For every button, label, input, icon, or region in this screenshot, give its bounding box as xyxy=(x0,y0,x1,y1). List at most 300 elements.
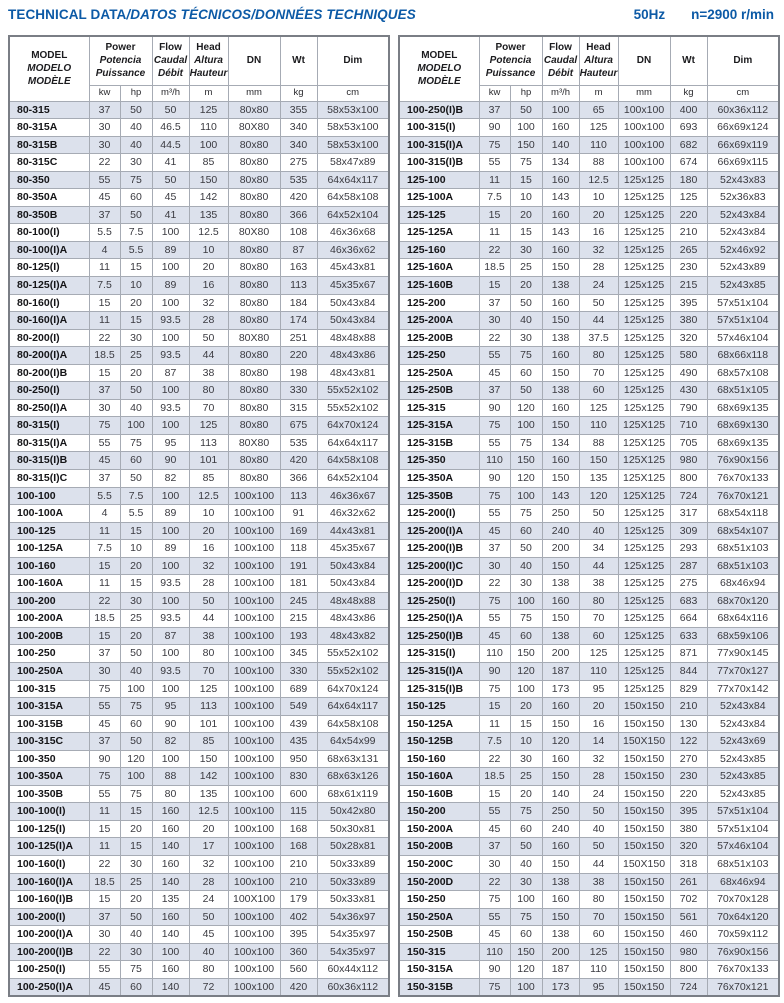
value-cell: 75 xyxy=(510,154,542,172)
value-cell: 150 xyxy=(542,856,579,874)
value-cell: 46x36x68 xyxy=(317,224,389,242)
value-cell: 95 xyxy=(152,698,189,716)
model-cell: 100-250A xyxy=(9,663,89,681)
value-cell: 215 xyxy=(670,276,707,294)
table-row xyxy=(9,452,389,470)
value-cell: 68x69x135 xyxy=(707,399,779,417)
value-cell: 58x53x100 xyxy=(317,119,389,137)
model-cell: 80-315(I)C xyxy=(9,469,89,487)
value-cell: 46x36x67 xyxy=(317,487,389,505)
value-cell: 90 xyxy=(479,961,510,979)
table-row xyxy=(399,206,779,224)
table-row xyxy=(9,680,389,698)
model-cell: 100-100A xyxy=(9,505,89,523)
value-cell: 44.5 xyxy=(152,136,189,154)
value-cell: 140 xyxy=(152,873,189,891)
table-row xyxy=(9,873,389,891)
table-row xyxy=(399,171,779,189)
model-cell: 150-160B xyxy=(399,785,479,803)
value-cell: 22 xyxy=(479,873,510,891)
value-cell: 22 xyxy=(89,154,120,172)
value-cell: 15 xyxy=(89,294,120,312)
model-cell: 150-160 xyxy=(399,750,479,768)
value-cell: 75 xyxy=(89,680,120,698)
value-cell: 125x125 xyxy=(618,627,670,645)
table-row xyxy=(9,820,389,838)
value-cell: 15 xyxy=(89,627,120,645)
value-cell: 68x66x118 xyxy=(707,347,779,365)
value-cell: 125x125 xyxy=(618,610,670,628)
value-cell: 32 xyxy=(579,241,618,259)
model-cell: 80-315(I)B xyxy=(9,452,89,470)
value-cell: 215 xyxy=(280,610,317,628)
model-cell: 80-350B xyxy=(9,206,89,224)
value-cell: 77x70x142 xyxy=(707,680,779,698)
value-cell: 439 xyxy=(280,715,317,733)
value-cell: 110 xyxy=(579,136,618,154)
table-row xyxy=(9,487,389,505)
model-cell: 100-125 xyxy=(9,522,89,540)
model-cell: 80-250(I)A xyxy=(9,399,89,417)
table-row xyxy=(9,575,389,593)
value-cell: 360 xyxy=(280,943,317,961)
value-cell: 93.5 xyxy=(152,610,189,628)
value-cell: 250 xyxy=(542,803,579,821)
table-row xyxy=(399,961,779,979)
value-cell: 100x100 xyxy=(228,908,280,926)
value-cell: 20 xyxy=(189,259,228,277)
value-cell: 150X150 xyxy=(618,733,670,751)
value-cell: 24 xyxy=(579,276,618,294)
value-cell: 125x125 xyxy=(618,399,670,417)
value-cell: 68x54x107 xyxy=(707,522,779,540)
value-cell: 11 xyxy=(89,575,120,593)
value-cell: 689 xyxy=(280,680,317,698)
value-cell: 75 xyxy=(120,961,152,979)
value-cell: 44 xyxy=(579,856,618,874)
value-cell: 22 xyxy=(89,592,120,610)
table-row xyxy=(9,943,389,961)
value-cell: 682 xyxy=(670,136,707,154)
value-cell: 113 xyxy=(189,434,228,452)
value-cell: 30 xyxy=(120,592,152,610)
model-cell: 125-200(I)D xyxy=(399,575,479,593)
value-cell: 37 xyxy=(89,645,120,663)
value-cell: 125x125 xyxy=(618,382,670,400)
value-cell: 52x43x84 xyxy=(707,698,779,716)
table-row xyxy=(399,540,779,558)
value-cell: 193 xyxy=(280,627,317,645)
value-cell: 125x125 xyxy=(618,224,670,242)
model-cell: 80-160(I) xyxy=(9,294,89,312)
value-cell: 48x43x86 xyxy=(317,610,389,628)
value-cell: 22 xyxy=(89,943,120,961)
value-cell: 20 xyxy=(120,820,152,838)
value-cell: 95 xyxy=(579,680,618,698)
value-cell: 25 xyxy=(510,768,542,786)
value-cell: 134 xyxy=(542,154,579,172)
value-cell: 366 xyxy=(280,469,317,487)
value-cell: 10 xyxy=(510,189,542,207)
value-cell: 150 xyxy=(510,645,542,663)
model-cell: 100-160A xyxy=(9,575,89,593)
value-cell: 5.5 xyxy=(120,505,152,523)
value-cell: 250 xyxy=(542,505,579,523)
value-cell: 80 xyxy=(189,645,228,663)
value-cell: 89 xyxy=(152,276,189,294)
value-cell: 125X125 xyxy=(618,487,670,505)
value-cell: 11 xyxy=(89,838,120,856)
value-cell: 30 xyxy=(120,856,152,874)
value-cell: 844 xyxy=(670,663,707,681)
table-row xyxy=(9,505,389,523)
value-cell: 60 xyxy=(579,627,618,645)
value-cell: 60 xyxy=(120,452,152,470)
table-row xyxy=(399,680,779,698)
value-cell: 90 xyxy=(89,750,120,768)
value-cell: 14 xyxy=(579,733,618,751)
value-cell: 55 xyxy=(479,803,510,821)
value-cell: 40 xyxy=(120,926,152,944)
model-cell: 125-125A xyxy=(399,224,479,242)
model-cell: 125-160B xyxy=(399,276,479,294)
value-cell: 150x150 xyxy=(618,803,670,821)
value-cell: 270 xyxy=(670,750,707,768)
value-cell: 100 xyxy=(152,417,189,435)
value-cell: 220 xyxy=(670,206,707,224)
table-row xyxy=(399,627,779,645)
value-cell: 120 xyxy=(510,663,542,681)
value-cell: 50 xyxy=(189,592,228,610)
value-cell: 100x100 xyxy=(228,785,280,803)
value-cell: 70 xyxy=(579,364,618,382)
value-cell: 150x150 xyxy=(618,873,670,891)
value-cell: 50x43x84 xyxy=(317,557,389,575)
table-row xyxy=(399,838,779,856)
value-cell: 40 xyxy=(120,663,152,681)
model-cell: 125-315A xyxy=(399,417,479,435)
value-cell: 150 xyxy=(542,908,579,926)
value-cell: 30 xyxy=(510,873,542,891)
value-cell: 11 xyxy=(479,171,510,189)
value-cell: 55x52x102 xyxy=(317,382,389,400)
model-cell: 100-160(I)B xyxy=(9,891,89,909)
value-cell: 160 xyxy=(542,838,579,856)
value-cell: 32 xyxy=(189,294,228,312)
table-row xyxy=(399,663,779,681)
value-cell: 88 xyxy=(152,768,189,786)
value-cell: 150 xyxy=(189,171,228,189)
table-row xyxy=(9,294,389,312)
value-cell: 4 xyxy=(89,505,120,523)
value-cell: 430 xyxy=(670,382,707,400)
value-cell: 55 xyxy=(479,154,510,172)
value-cell: 181 xyxy=(280,575,317,593)
model-cell: 100-160 xyxy=(9,557,89,575)
value-cell: 50 xyxy=(120,469,152,487)
value-cell: 15 xyxy=(120,803,152,821)
table-row xyxy=(9,645,389,663)
value-cell: 20 xyxy=(189,522,228,540)
left-data-table xyxy=(8,35,390,997)
value-cell: 91 xyxy=(280,505,317,523)
model-cell: 100-160(I) xyxy=(9,856,89,874)
value-cell: 110 xyxy=(479,943,510,961)
value-cell: 90 xyxy=(479,119,510,137)
value-cell: 24 xyxy=(579,785,618,803)
value-cell: 980 xyxy=(670,943,707,961)
value-cell: 80x80 xyxy=(228,452,280,470)
value-cell: 89 xyxy=(152,540,189,558)
table-row xyxy=(9,276,389,294)
value-cell: 100 xyxy=(152,382,189,400)
value-cell: 366 xyxy=(280,206,317,224)
value-cell: 113 xyxy=(189,698,228,716)
value-cell: 30 xyxy=(479,312,510,330)
value-cell: 68x51x103 xyxy=(707,557,779,575)
value-cell: 95 xyxy=(579,978,618,996)
value-cell: 52x43x85 xyxy=(707,785,779,803)
table-row xyxy=(399,294,779,312)
value-cell: 113 xyxy=(280,276,317,294)
value-cell: 125X125 xyxy=(618,469,670,487)
value-cell: 70 xyxy=(579,908,618,926)
table-row xyxy=(399,224,779,242)
unit-head: m xyxy=(189,85,228,101)
value-cell: 125x125 xyxy=(618,645,670,663)
value-cell: 251 xyxy=(280,329,317,347)
value-cell: 829 xyxy=(670,680,707,698)
value-cell: 90 xyxy=(479,399,510,417)
table-row xyxy=(9,259,389,277)
value-cell: 52x46x92 xyxy=(707,241,779,259)
value-cell: 75 xyxy=(510,803,542,821)
model-cell: 80-100(I)A xyxy=(9,241,89,259)
value-cell: 64x54x99 xyxy=(317,733,389,751)
value-cell: 150 xyxy=(542,768,579,786)
value-cell: 142 xyxy=(189,189,228,207)
value-cell: 50 xyxy=(120,908,152,926)
value-cell: 100x100 xyxy=(228,768,280,786)
value-cell: 37 xyxy=(479,838,510,856)
value-cell: 80 xyxy=(579,347,618,365)
value-cell: 125x125 xyxy=(618,522,670,540)
value-cell: 317 xyxy=(670,505,707,523)
table-row xyxy=(399,820,779,838)
value-cell: 45x43x81 xyxy=(317,259,389,277)
value-cell: 163 xyxy=(280,259,317,277)
value-cell: 89 xyxy=(152,505,189,523)
table-row xyxy=(399,698,779,716)
model-cell: 125-100 xyxy=(399,171,479,189)
value-cell: 320 xyxy=(670,329,707,347)
value-cell: 120 xyxy=(510,399,542,417)
table-row xyxy=(399,557,779,575)
value-cell: 125X125 xyxy=(618,452,670,470)
value-cell: 135 xyxy=(189,785,228,803)
value-cell: 68x64x116 xyxy=(707,610,779,628)
value-cell: 15 xyxy=(120,312,152,330)
value-cell: 75 xyxy=(479,680,510,698)
value-cell: 435 xyxy=(280,733,317,751)
table-row xyxy=(399,189,779,207)
table-row xyxy=(9,522,389,540)
value-cell: 50x30x81 xyxy=(317,820,389,838)
value-cell: 80 xyxy=(189,961,228,979)
value-cell: 48x43x86 xyxy=(317,347,389,365)
value-cell: 44 xyxy=(189,347,228,365)
value-cell: 12.5 xyxy=(579,171,618,189)
value-cell: 108 xyxy=(280,224,317,242)
model-cell: 150-315A xyxy=(399,961,479,979)
value-cell: 45 xyxy=(89,978,120,996)
model-cell: 100-200 xyxy=(9,592,89,610)
table-row xyxy=(399,382,779,400)
value-cell: 100 xyxy=(120,680,152,698)
value-cell: 395 xyxy=(670,803,707,821)
value-cell: 150 xyxy=(542,610,579,628)
value-cell: 100x100 xyxy=(228,943,280,961)
value-cell: 25 xyxy=(120,873,152,891)
value-cell: 220 xyxy=(670,785,707,803)
table-row xyxy=(9,382,389,400)
value-cell: 64x52x104 xyxy=(317,206,389,224)
table-row xyxy=(9,136,389,154)
value-cell: 420 xyxy=(280,978,317,996)
value-cell: 168 xyxy=(280,838,317,856)
table-row xyxy=(9,469,389,487)
table-row xyxy=(9,592,389,610)
value-cell: 75 xyxy=(120,171,152,189)
model-cell: 150-125B xyxy=(399,733,479,751)
value-cell: 125 xyxy=(579,645,618,663)
value-cell: 275 xyxy=(670,575,707,593)
value-cell: 64x64x117 xyxy=(317,698,389,716)
value-cell: 160 xyxy=(542,206,579,224)
value-cell: 100 xyxy=(120,417,152,435)
value-cell: 50 xyxy=(120,206,152,224)
value-cell: 125 xyxy=(579,119,618,137)
value-cell: 674 xyxy=(670,154,707,172)
value-cell: 50 xyxy=(120,101,152,119)
value-cell: 80x80 xyxy=(228,241,280,259)
value-cell: 50x43x84 xyxy=(317,312,389,330)
table-row xyxy=(9,364,389,382)
table-row xyxy=(9,715,389,733)
value-cell: 138 xyxy=(542,382,579,400)
value-cell: 15 xyxy=(89,891,120,909)
value-cell: 125X125 xyxy=(618,417,670,435)
value-cell: 693 xyxy=(670,119,707,137)
value-cell: 11 xyxy=(89,522,120,540)
value-cell: 100 xyxy=(152,294,189,312)
value-cell: 261 xyxy=(670,873,707,891)
table-row xyxy=(9,856,389,874)
page-title xyxy=(8,7,416,22)
value-cell: 100x100 xyxy=(228,698,280,716)
value-cell: 77x90x145 xyxy=(707,645,779,663)
value-cell: 45x35x67 xyxy=(317,276,389,294)
value-cell: 90 xyxy=(152,715,189,733)
value-cell: 50x33x81 xyxy=(317,891,389,909)
unit-hp: hp xyxy=(510,85,542,101)
value-cell: 160 xyxy=(542,241,579,259)
model-cell: 150-250 xyxy=(399,891,479,909)
wt-column-header: Wt xyxy=(280,36,317,85)
value-cell: 138 xyxy=(542,627,579,645)
value-cell: 100x100 xyxy=(228,838,280,856)
model-cell: 100-315 xyxy=(9,680,89,698)
value-cell: 80 xyxy=(579,891,618,909)
model-cell: 80-315(I) xyxy=(9,417,89,435)
model-cell: 80-350 xyxy=(9,171,89,189)
table-row xyxy=(9,434,389,452)
value-cell: 561 xyxy=(670,908,707,926)
value-cell: 60 xyxy=(510,522,542,540)
table-row xyxy=(9,733,389,751)
value-cell: 30 xyxy=(120,329,152,347)
value-cell: 380 xyxy=(670,820,707,838)
table-row xyxy=(9,557,389,575)
value-cell: 460 xyxy=(670,926,707,944)
value-cell: 60 xyxy=(510,820,542,838)
unit-kw: kw xyxy=(89,85,120,101)
value-cell: 160 xyxy=(542,171,579,189)
table-row xyxy=(9,785,389,803)
value-cell: 75 xyxy=(479,592,510,610)
value-cell: 60 xyxy=(120,978,152,996)
value-cell: 55 xyxy=(89,434,120,452)
value-cell: 100 xyxy=(152,750,189,768)
table-row xyxy=(9,171,389,189)
model-cell: 100-125A xyxy=(9,540,89,558)
value-cell: 15 xyxy=(479,698,510,716)
value-cell: 140 xyxy=(152,926,189,944)
value-cell: 135 xyxy=(152,891,189,909)
value-cell: 50 xyxy=(510,838,542,856)
model-cell: 125-200(I)A xyxy=(399,522,479,540)
value-cell: 12.5 xyxy=(189,224,228,242)
model-cell: 80-160(I)A xyxy=(9,312,89,330)
model-cell: 100-350A xyxy=(9,768,89,786)
value-cell: 37 xyxy=(89,101,120,119)
value-cell: 160 xyxy=(542,698,579,716)
value-cell: 138 xyxy=(542,873,579,891)
spec-group xyxy=(634,7,774,22)
value-cell: 37 xyxy=(89,733,120,751)
value-cell: 198 xyxy=(280,364,317,382)
value-cell: 80x80 xyxy=(228,154,280,172)
value-cell: 100 xyxy=(510,592,542,610)
value-cell: 150 xyxy=(542,715,579,733)
value-cell: 75 xyxy=(479,978,510,996)
value-cell: 75 xyxy=(510,610,542,628)
value-cell: 100x100 xyxy=(228,540,280,558)
value-cell: 37 xyxy=(479,101,510,119)
value-cell: 60x36x112 xyxy=(707,101,779,119)
model-cell: 100-125(I) xyxy=(9,820,89,838)
value-cell: 120 xyxy=(579,487,618,505)
model-cell: 100-350 xyxy=(9,750,89,768)
value-cell: 37 xyxy=(89,908,120,926)
value-cell: 125x125 xyxy=(618,329,670,347)
value-cell: 41 xyxy=(152,154,189,172)
value-cell: 87 xyxy=(280,241,317,259)
value-cell: 160 xyxy=(542,452,579,470)
value-cell: 15 xyxy=(120,522,152,540)
value-cell: 160 xyxy=(542,592,579,610)
table-row xyxy=(399,978,779,996)
